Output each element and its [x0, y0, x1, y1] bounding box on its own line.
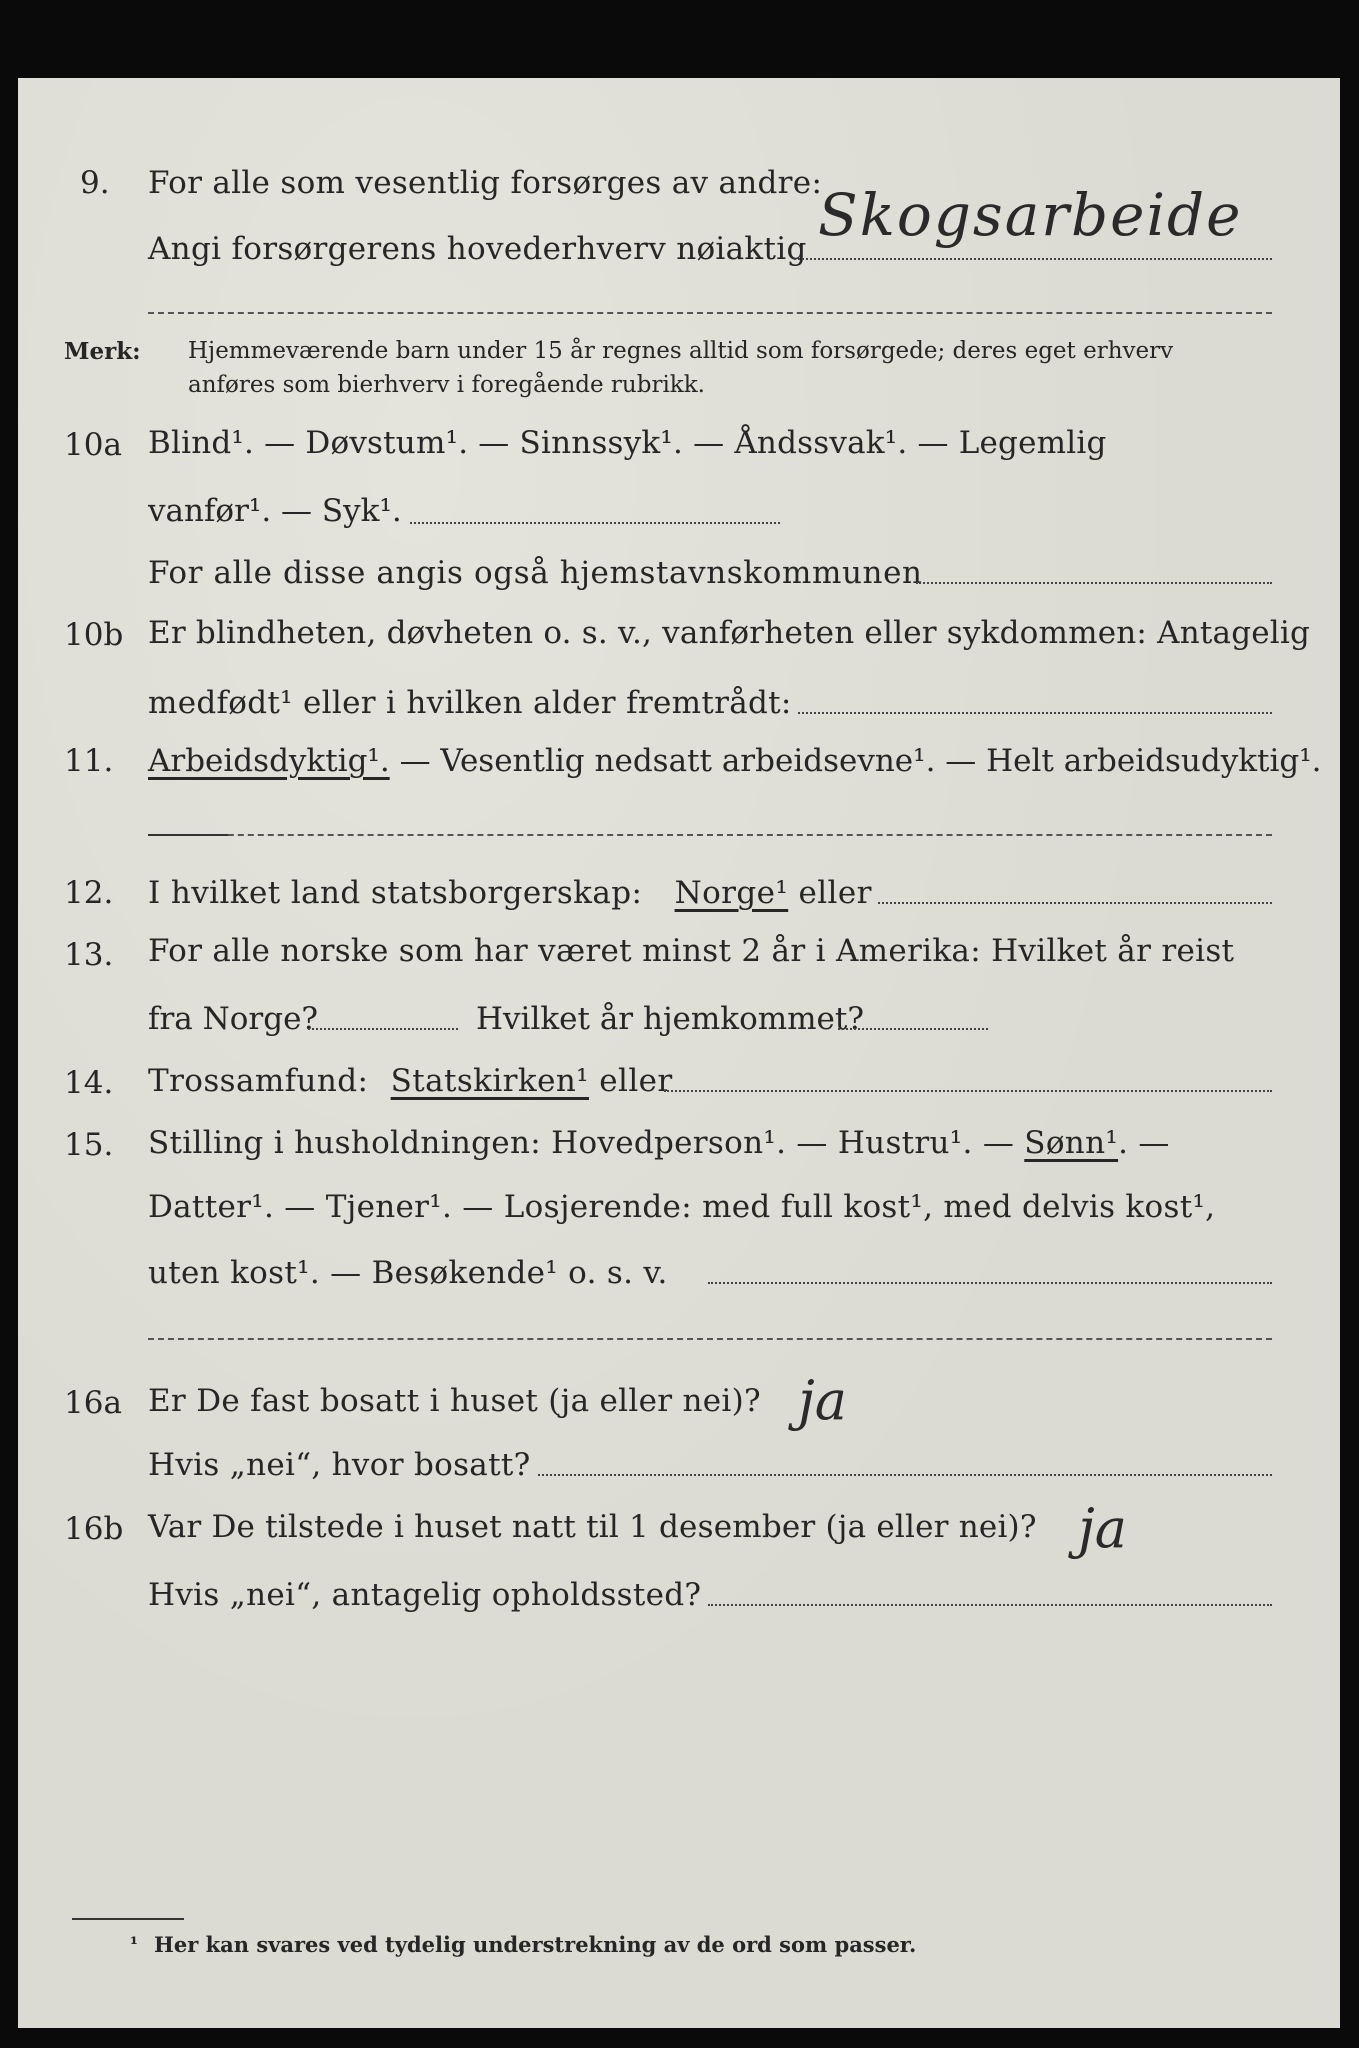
q15-line1-b: . —: [1118, 1125, 1170, 1161]
q16b-handwritten-answer: ja: [1078, 1497, 1127, 1560]
q15-line3-fill: [708, 1282, 1272, 1284]
q13-line2b: Hvilket år hjemkommet?: [476, 1001, 864, 1037]
census-form-page: [18, 78, 1340, 2028]
q10a-line3-fill: [916, 582, 1272, 584]
merk-line1: Hjemmeværende barn under 15 år regnes alltid som forsørgede; deres eget erhverv: [188, 338, 1174, 364]
q15-separator: [148, 1338, 1272, 1340]
q16b-number: 16b: [64, 1511, 124, 1547]
q14-text: [148, 1063, 673, 1099]
q13-line2b-fill: [838, 1028, 988, 1030]
q15-line1-a: Stilling i husholdningen: Hovedperson¹. — Hustru¹. —: [148, 1125, 1015, 1161]
footnote-text: Her kan svares ved tydelig understrekning av de ord som passer.: [154, 1932, 917, 1957]
q9-line1: For alle som vesentlig forsørges av andre:: [148, 165, 823, 201]
q16b-line2: Hvis „nei“, antagelig opholdssted?: [148, 1577, 702, 1613]
footnote-mark: ¹: [130, 1934, 138, 1955]
q10a-line3: For alle disse angis også hjemstavnskommunen: [148, 555, 923, 591]
q14-number: 14.: [64, 1065, 114, 1101]
merk-line2: anføres som bierhverv i foregående rubrikk.: [188, 372, 705, 398]
q14-underlined-statskirken: Statskirken¹: [390, 1063, 590, 1099]
q15-number: 15.: [64, 1127, 114, 1163]
q16a-line2: Hvis „nei“, hvor bosatt?: [148, 1447, 531, 1483]
q16b-line1: Var De tilstede i huset natt til 1 desember (ja eller nei)?: [148, 1509, 1037, 1545]
q9-separator: [148, 312, 1272, 314]
q16a-handwritten-answer: ja: [798, 1369, 847, 1432]
q16a-number: 16a: [64, 1385, 122, 1421]
q9-line2: Angi forsørgerens hovederhverv nøiaktig: [148, 231, 807, 267]
footnote-rule: [72, 1918, 184, 1920]
q15-line2: Datter¹. — Tjener¹. — Losjerende: med full kost¹, med delvis kost¹,: [148, 1189, 1216, 1225]
q10b-line2: medfødt¹ eller i hvilken alder fremtrådt:: [148, 685, 792, 721]
q13-line2a: fra Norge?: [148, 1001, 319, 1037]
q15-line1: [148, 1125, 1170, 1161]
merk-label: Merk:: [64, 338, 141, 365]
q11-answer-mark: [148, 834, 228, 836]
q11-separator: [148, 834, 1272, 836]
q10b-line1: Er blindheten, døvheten o. s. v., vanførheten eller sykdommen: Antagelig: [148, 615, 1311, 651]
q13-line1: For alle norske som har været minst 2 år i Amerika: Hvilket år reist: [148, 933, 1235, 969]
q13-line2a-fill: [308, 1028, 458, 1030]
q16b-line2-fill: [708, 1604, 1272, 1606]
q10b-number: 10b: [64, 617, 124, 653]
q11-number: 11.: [64, 743, 114, 779]
q10a-line1: Blind¹. — Døvstum¹. — Sinnssyk¹. — Åndssvak¹. — Legemlig: [148, 425, 1107, 461]
q14-question: Trossamfund:: [148, 1063, 369, 1099]
q12-underlined-norge: Norge¹: [674, 875, 789, 911]
q10a-line2: vanfør¹. — Syk¹.: [148, 493, 402, 529]
q11-text: [148, 743, 1322, 779]
q13-number: 13.: [64, 937, 114, 973]
q16a-line2-fill: [538, 1474, 1272, 1476]
q9-number: 9.: [80, 165, 110, 201]
q11-rest: — Vesentlig nedsatt arbeidsevne¹. — Helt arbeidsudyktig¹.: [399, 743, 1322, 779]
q12-rest: eller: [798, 875, 872, 911]
q9-answer-line: [794, 258, 1272, 260]
q10a-number: 10a: [64, 427, 122, 463]
q14-rest: eller: [599, 1063, 673, 1099]
q12-number: 12.: [64, 875, 114, 911]
q14-fill: [664, 1090, 1272, 1092]
q12-question: I hvilket land statsborgerskap:: [148, 875, 643, 911]
q12-text: [148, 875, 872, 911]
q11-underlined-arbeidsdyktig: Arbeidsdyktig¹.: [148, 743, 390, 779]
q9-handwritten-answer: Skogsarbeide: [818, 181, 1243, 249]
q10b-line2-fill: [798, 712, 1272, 714]
q10a-line2-fill: [410, 522, 780, 524]
q15-line3: uten kost¹. — Besøkende¹ o. s. v.: [148, 1255, 668, 1291]
q15-underlined-sonn: Sønn¹: [1024, 1125, 1119, 1161]
q16a-line1: Er De fast bosatt i huset (ja eller nei)?: [148, 1383, 761, 1419]
q12-fill: [878, 902, 1272, 904]
